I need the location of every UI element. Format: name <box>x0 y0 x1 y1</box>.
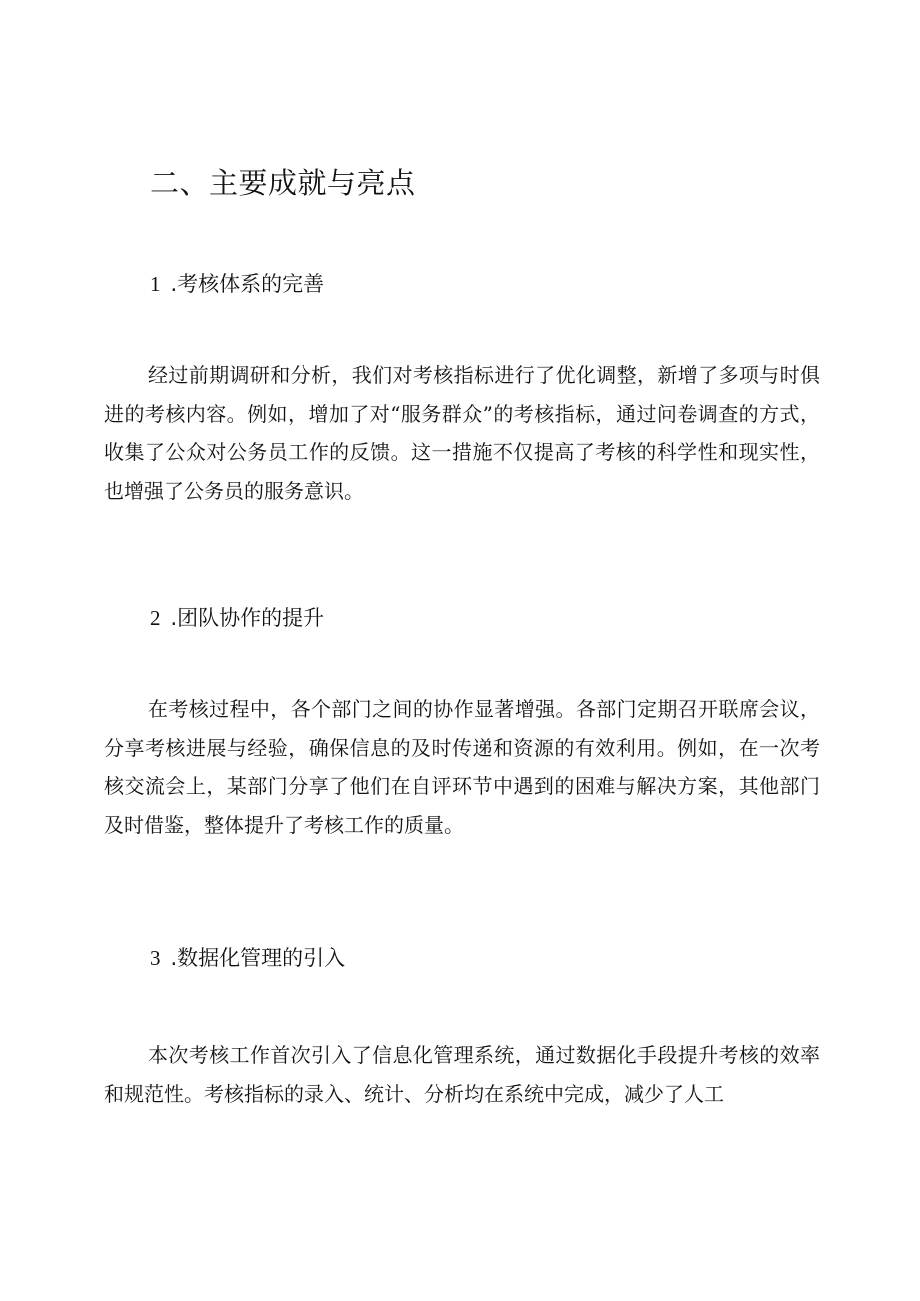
section-title: 二、主要成就与亮点 <box>150 166 416 200</box>
subsection-1-paragraph: 经过前期调研和分析，我们对考核指标进行了优化调整，新增了多项与时俱进的考核内容。例如，增加了对“服务群众”的考核指标，通过问卷调查的方式，收集了公众对公务员工作的反馈。这一措施不仅提高了考核的科学性和现实性，也增强了公务员的服务意识。 <box>104 363 820 503</box>
subsection-3-number: 3 <box>150 946 161 970</box>
subsection-1-number: 1 <box>150 272 161 296</box>
subsection-3-title: .数据化管理的引入 <box>170 946 346 970</box>
subsection-2-paragraph: 在考核过程中，各个部门之间的协作显著增强。各部门定期召开联席会议，分享考核进展与经验，确保信息的及时传递和资源的有效利用。例如，在一次考核交流会上，某部门分享了他们在自评环节中遇到的困难与解决方案，其他部门及时借鉴，整体提升了考核工作的质量。 <box>104 697 820 837</box>
subsection-2-title: .团队协作的提升 <box>170 606 325 630</box>
subsection-3-heading <box>150 942 345 974</box>
subsection-2-number: 2 <box>150 606 161 630</box>
subsection-2-heading <box>150 602 324 634</box>
subsection-1-title: .考核体系的完善 <box>170 272 325 296</box>
subsection-3-paragraph: 本次考核工作首次引入了信息化管理系统，通过数据化手段提升考核的效率和规范性。考核指标的录入、统计、分析均在系统中完成，减少了人工 <box>104 1043 820 1106</box>
subsection-1-heading <box>150 268 324 300</box>
